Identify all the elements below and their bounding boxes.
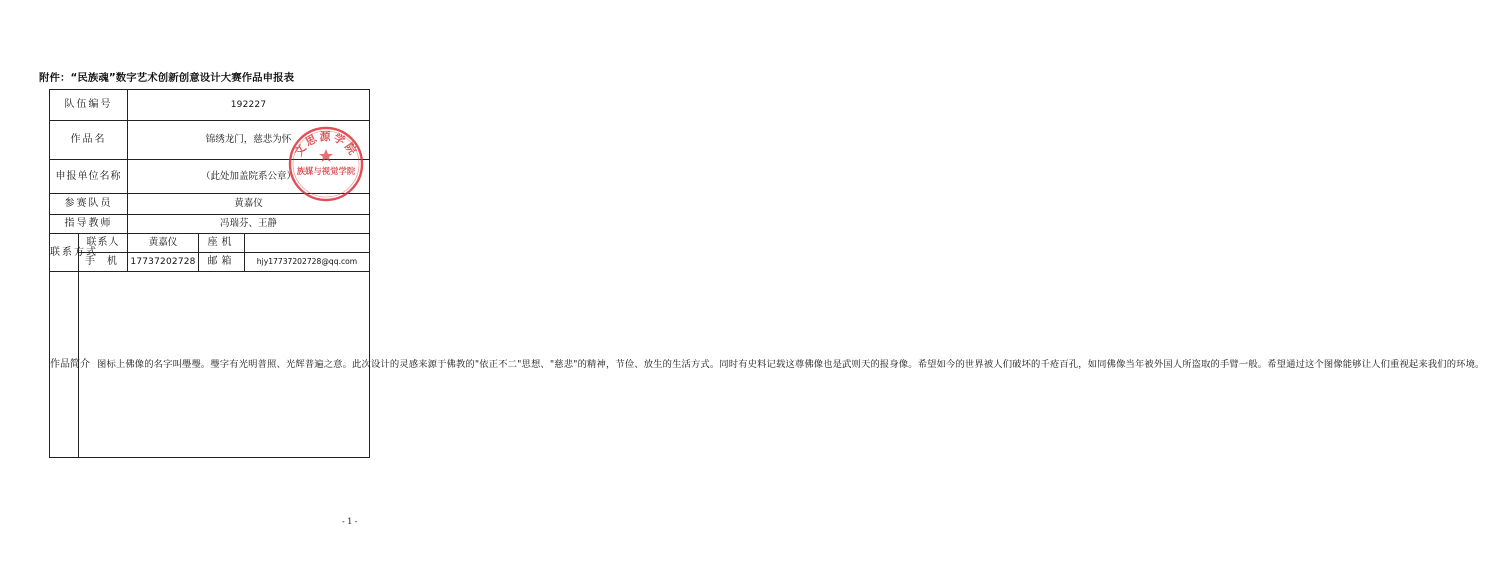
row-team-number: [50, 90, 370, 121]
row-work-name: [50, 121, 370, 160]
landline-label: 座机: [199, 234, 245, 253]
members-value: 黄嘉仪: [128, 194, 370, 215]
row-unit: [50, 160, 370, 194]
row-members: [50, 194, 370, 215]
landline-value: [245, 234, 370, 253]
unit-label: 申报单位名称: [50, 160, 128, 194]
work-name-label: 作品名: [50, 121, 128, 160]
row-mobile: [50, 253, 370, 272]
intro-text: 图标上佛像的名字叫璺璺。璺字有光明普照、光辉普遍之意。此次设计的灵感来源于佛教的"依正不二"思想、"慈悲"的精神，节俭、放生的生活方式。同时有史料记载这尊佛像也是武则天的报身像。希望如今的世界被人们破坏的千疮百孔，如同佛像当年被外国人所盗取的手臂一般。希望通过这个图像能够让人们重视起来我们的环境。: [79, 272, 370, 458]
unit-value: （此处加盖院系公章）: [128, 160, 370, 194]
advisor-label: 指导教师: [50, 215, 128, 234]
contact-person-value: 黄嘉仪: [128, 234, 199, 253]
email-value: hjy17737202728@qq.com: [245, 253, 370, 272]
intro-label: 作品简介: [50, 272, 79, 458]
seal-text-top: 文思源学院: [291, 130, 361, 159]
application-form-table: [49, 89, 1485, 458]
row-advisor: [50, 215, 370, 234]
work-name-value: 锦绣龙门，慈悲为怀: [128, 121, 370, 160]
row-intro: [50, 272, 370, 458]
mobile-value: 17737202728: [128, 253, 199, 272]
page-title: 附件：“民族魂”数字艺术创新创意设计大赛作品申报表: [39, 72, 295, 84]
team-number-value: 192227: [128, 90, 370, 121]
page-number: - 1 -: [342, 517, 358, 526]
mobile-label: 手机: [79, 253, 128, 272]
advisor-value: 冯瑞芬、王静: [128, 215, 370, 234]
team-number-label: 队伍编号: [50, 90, 128, 121]
contact-label: 联系方式: [50, 234, 79, 272]
row-contact-person: [50, 234, 370, 253]
members-label: 参赛队员: [50, 194, 128, 215]
seal-text-bottom: 族媒与视觉学院: [296, 166, 356, 176]
contact-person-label: 联系人: [79, 234, 128, 253]
email-label: 邮箱: [199, 253, 245, 272]
